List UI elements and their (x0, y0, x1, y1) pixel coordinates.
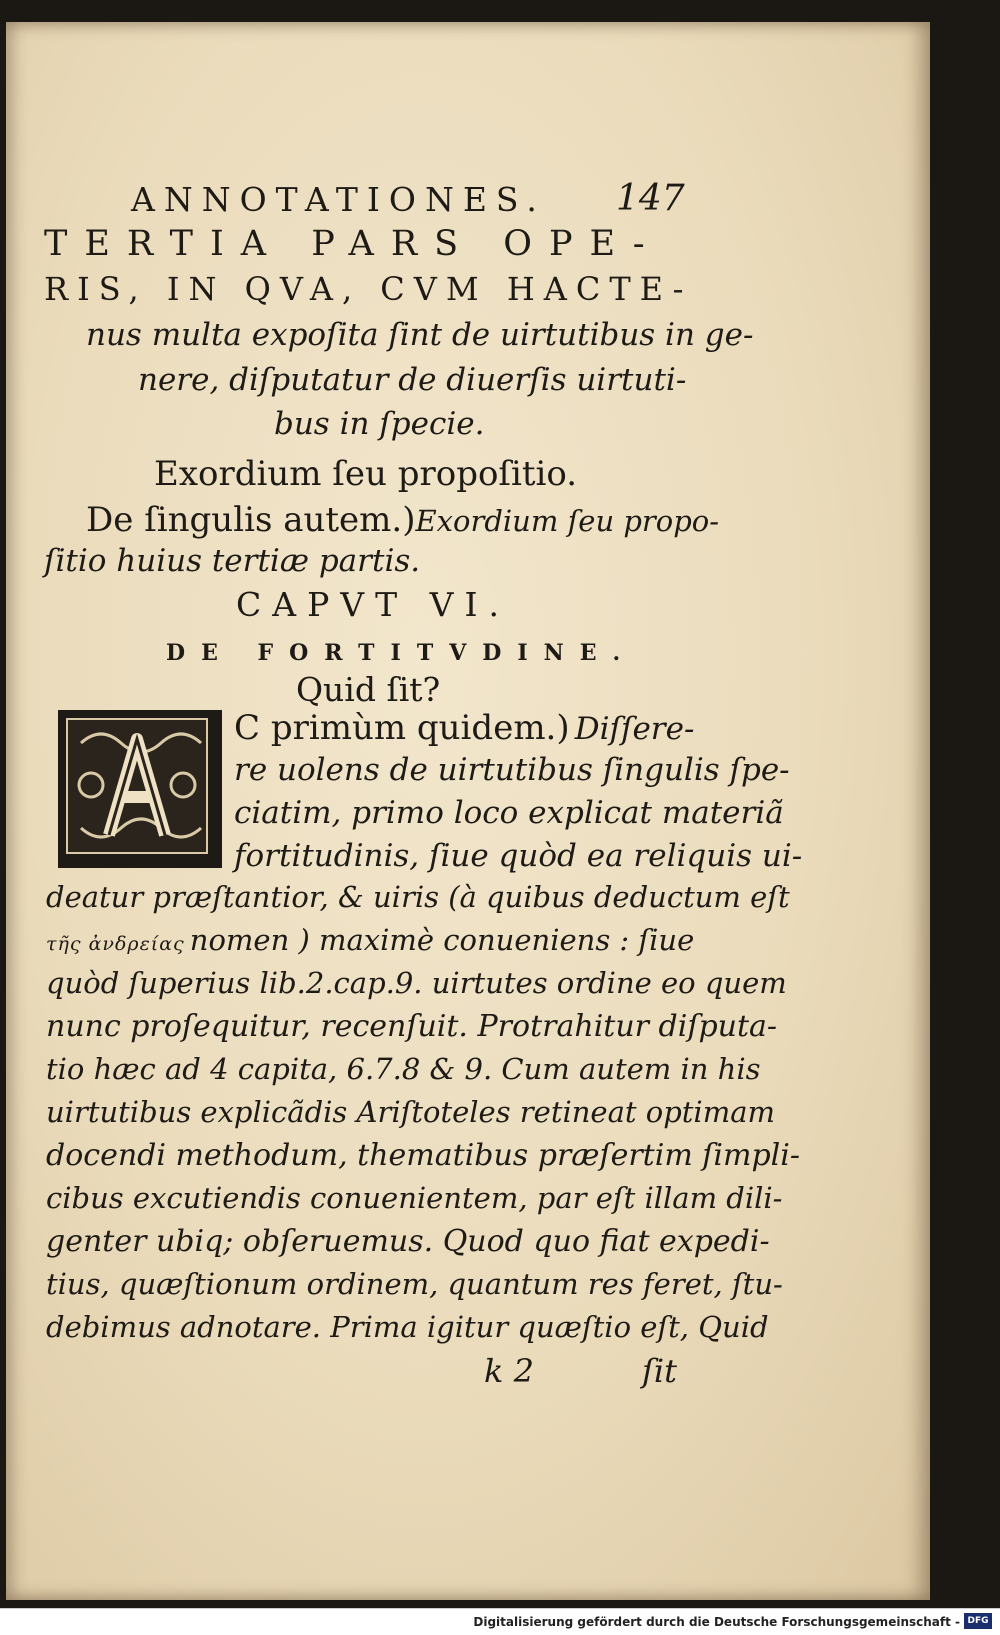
body-line-10: uirtutibus explicãdis Ariſtoteles retineat optimam (46, 1095, 775, 1129)
body-line-2: re uolens de uirtutibus ſingulis ſpe- (234, 752, 790, 788)
dfg-logo: DFG (964, 1613, 992, 1629)
part-heading-line-2: RIS, IN QVA, CVM HACTE- (44, 270, 693, 308)
decorated-initial-h (58, 710, 222, 868)
part-heading-line-5: bus in ſpecie. (274, 406, 485, 442)
page-number: 147 (616, 178, 685, 219)
exordium-line-1 (86, 500, 719, 540)
part-heading-line-4: nere, diſputatur de diuerſis uirtuti- (138, 362, 687, 398)
question-heading: Quid ſit? (296, 670, 441, 709)
digitization-credit: Digitalisierung gefördert durch die Deutsche Forschungsgemeinschaft - (473, 1615, 960, 1629)
body-line-1 (234, 708, 694, 748)
body-line-14: tius, quæſtionum ordinem, quantum res feret, ſtu- (46, 1267, 783, 1301)
body-line-7: quòd ſuperius lib.2.cap.9. uirtutes ordine eo quem (46, 966, 787, 1000)
body-line-13: genter ubiq; obſeruemus. Quod quo fiat expedi- (46, 1224, 770, 1259)
body-line-9: tio hæc ad 4 capita, 6.7.8 & 9. Cum autem in his (46, 1052, 761, 1086)
running-head: ANNOTATIONES. (131, 180, 546, 219)
body-line-5: deatur præſtantior, & uiris (à quibus deductum eſt (46, 880, 790, 914)
chapter-subtitle: DE FORTITVDINE. (166, 640, 637, 666)
body-line-6-rest: nomen ) maximè conueniens : ſiue (189, 923, 695, 957)
body-lemma: C primùm quidem.) (234, 708, 570, 748)
body-line-1-rest: Diſſere- (574, 711, 695, 747)
body-line-4: fortitudinis, ſiue quòd ea reliquis ui- (234, 838, 803, 874)
catchword: ſit (642, 1352, 677, 1390)
body-line-6 (46, 923, 694, 957)
exordium-line-2: ſitio huius tertiæ partis. (44, 543, 421, 579)
body-line-11: docendi methodum, thematibus præſertim ſimpli- (46, 1138, 800, 1173)
exordium-title: Exordium ſeu propoſitio. (154, 454, 578, 494)
exordium-line-1-rest: Exordium ſeu propo- (415, 504, 720, 538)
chapter-title: CAPVT VI. (236, 585, 510, 624)
body-line-3: ciatim, primo loco explicat materiã (234, 795, 784, 831)
digitization-credit-bar (0, 1608, 1000, 1635)
part-heading-line-1: TERTIA PARS OPE- (44, 224, 662, 264)
greek-phrase: τῆς ἀνδρείας (46, 933, 185, 955)
body-line-8: nunc proſequitur, recenſuit. Protrahitur diſputa- (46, 1009, 778, 1044)
exordium-lemma: De ſingulis autem.) (86, 500, 416, 540)
part-heading-line-3: nus multa expoſita ſint de uirtutibus in ge- (86, 317, 754, 353)
book-page (6, 22, 930, 1600)
body-line-12: cibus excutiendis conuenientem, par eſt illam dili- (46, 1181, 783, 1215)
signature-mark: k 2 (484, 1352, 534, 1390)
body-line-15: debimus adnotare. Prima igitur quæſtio eſt, Quid (46, 1310, 769, 1344)
